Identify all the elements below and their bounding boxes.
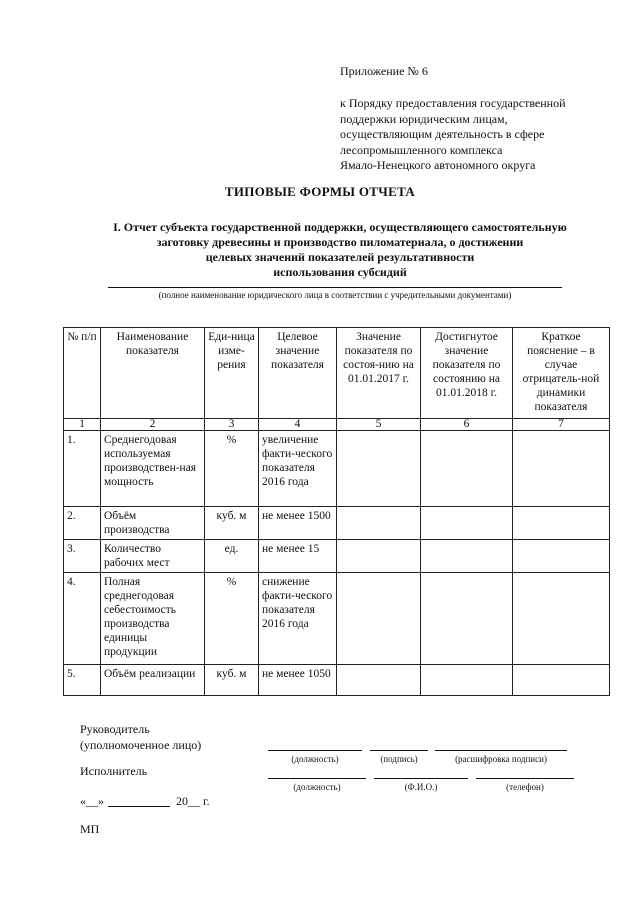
header-num: № п/п [64,328,101,419]
header-target: Целевое значение показателя [259,328,337,419]
appendix-title: Приложение № 6 [340,64,428,78]
table-row [64,431,610,507]
column-number: 6 [421,419,513,431]
row-name: Среднегодовая используемая производствен-ная мощность [101,431,205,507]
row-value-2017[interactable] [337,507,421,540]
appendix-line: к Порядку предоставления государственной [340,96,566,110]
row-value-2018[interactable] [421,573,513,665]
row-name: Объём производства [101,507,205,540]
row-name: Полная среднегодовая себестоимость производства единицы продукции [101,573,205,665]
row-explanation[interactable] [513,665,610,696]
executor-phone-line[interactable] [476,778,574,779]
row-target: увеличение факти-ческого показателя 2016 года [259,431,337,507]
table-header-row [64,328,610,419]
column-number: 2 [101,419,205,431]
row-unit: куб. м [205,665,259,696]
section-title-line: использования субсидий [273,265,407,279]
row-value-2017[interactable] [337,540,421,573]
column-number-row [64,419,610,431]
executor-name-line[interactable] [374,778,468,779]
row-target: не менее 15 [259,540,337,573]
row-target: не менее 1500 [259,507,337,540]
row-value-2018[interactable] [421,507,513,540]
row-num: 4. [64,573,101,665]
organization-name-line [108,287,562,288]
header-name: Наименование показателя [101,328,205,419]
row-explanation[interactable] [513,507,610,540]
executor-label: Исполнитель [80,764,148,778]
date-month-line[interactable] [108,806,170,807]
row-unit: % [205,431,259,507]
head-signature-line[interactable] [370,750,428,751]
row-num: 1. [64,431,101,507]
column-number: 1 [64,419,101,431]
column-number: 7 [513,419,610,431]
column-number: 3 [205,419,259,431]
row-unit: ед. [205,540,259,573]
report-table [63,327,610,696]
executor-phone-caption: (телефон) [506,782,544,792]
row-name: Количество рабочих мест [101,540,205,573]
appendix-line: поддержки юридическим лицам, [340,111,508,126]
date-day: «__» [80,794,104,808]
row-value-2018[interactable] [421,540,513,573]
head-decoding-line[interactable] [435,750,567,751]
appendix-line: осуществляющим деятельность в сфере [340,127,545,141]
section-title-line: I. Отчет субъекта государственной поддержки, осуществляющего самостоятельную [113,220,567,234]
appendix-line: лесопромышленного комплекса [340,142,503,157]
column-number: 5 [337,419,421,431]
document-title: ТИПОВЫЕ ФОРМЫ ОТЧЕТА [224,184,416,199]
head-label: Руководитель [80,722,150,736]
row-value-2017[interactable] [337,665,421,696]
organization-name-caption: (полное наименование юридического лица в соответствии с учредительными документами) [158,290,512,300]
section-title [70,220,610,280]
row-target: не менее 1050 [259,665,337,696]
appendix-line: Ямало-Ненецкого автономного округа [340,158,536,172]
row-value-2018[interactable] [421,431,513,507]
section-title-line: целевых значений показателей результативности [205,250,475,264]
row-value-2017[interactable] [337,431,421,507]
header-unit: Еди-ница изме-рения [205,328,259,419]
date-year: 20__ г. [176,794,210,808]
row-explanation[interactable] [513,431,610,507]
head-label-sub: (уполномоченное лицо) [80,738,202,752]
table-row [64,665,610,696]
stamp-place: МП [80,822,100,836]
executor-position-line[interactable] [268,778,366,779]
row-value-2018[interactable] [421,665,513,696]
table-row [64,573,610,665]
row-num: 3. [64,540,101,573]
table-row [64,507,610,540]
head-position-line[interactable] [268,750,362,751]
header-value-2018: Достигнутое значение показателя по состоянию на 01.01.2018 г. [421,328,513,419]
head-decoding-caption: (расшифровка подписи) [455,754,547,764]
row-explanation[interactable] [513,573,610,665]
row-value-2017[interactable] [337,573,421,665]
executor-name-caption: (Ф.И.О.) [404,782,438,792]
table-row [64,540,610,573]
head-signature-caption: (подпись) [380,754,418,764]
header-value-2017: Значение показателя по состоя-нию на 01.01.2017 г. [337,328,421,419]
row-explanation[interactable] [513,540,610,573]
row-unit: куб. м [205,507,259,540]
executor-position-caption: (должность) [293,782,341,792]
row-num: 2. [64,507,101,540]
section-title-line: заготовку древесины и производство пиломатериала, о достижении [156,235,524,249]
column-number: 4 [259,419,337,431]
row-unit: % [205,573,259,665]
head-position-caption: (должность) [291,754,339,764]
row-num: 5. [64,665,101,696]
row-target: снижение факти-ческого показателя 2016 года [259,573,337,665]
row-name: Объём реализации [101,665,205,696]
appendix-text [340,96,630,174]
header-explanation: Краткое пояснение – в случае отрицатель-ной динамики показателя [513,328,610,419]
